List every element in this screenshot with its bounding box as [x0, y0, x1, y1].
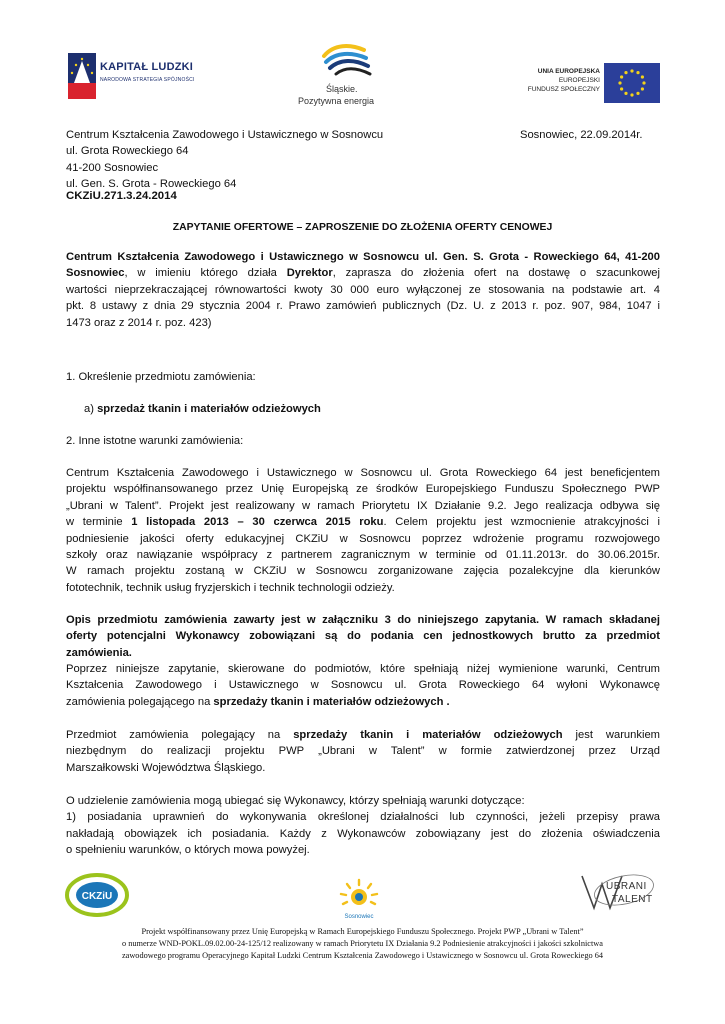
zapytanie-line-1: Poprzez niniejsze zapytanie, skierowane do podmiotów, które spełniają niżej wymienione warunki, Centrum — [66, 663, 660, 675]
sosnowiec-logo — [335, 878, 383, 922]
eu-flag-icon — [604, 63, 660, 103]
warunki-line-3: nakładają obowiązek ich posiadania. Każdy z Wykonawców zobowiązany jest do złożenia oświadczenia — [66, 827, 660, 840]
address-line-3: 41-200 Sosnowiec — [66, 161, 159, 174]
eu-line-1: UNIA EUROPEJSKA — [537, 68, 600, 75]
intro-bold-2: Sosnowiec — [66, 267, 125, 280]
kapital-ludzki-subtitle: NARODOWA STRATEGIA SPÓJNOŚCI — [100, 77, 195, 83]
project-line-3: „Ubrani w Talent”. Projekt jest realizowany w ramach Priorytetu IX Działanie 9.2. Jego realizacja odbywa się — [66, 499, 660, 512]
footer-line-2: o numerze WND-POKL.09.02.00-24-125/12 realizowany w ramach Priorytetu IX Działania 9.2 Podniesienie atrakcyjności i jakości szkolnictwa — [122, 938, 603, 948]
slaskie-logo — [298, 42, 388, 108]
opis-line-1: Opis przedmiotu zamówienia zawarty jest w załączniku 3 do niniejszego zapytania. W ramach składanej — [66, 614, 660, 626]
slaskie-name: Śląskie. — [326, 84, 358, 94]
address-line-2: ul. Grota Roweckiego 64 — [66, 145, 189, 158]
intro-line-4: pkt. 8 ustawy z dnia 29 stycznia 2004 r. Prawo zamówień publicznych (Dz. U. z 2013 r. poz. 907, 984, 1047 i — [66, 300, 660, 313]
section-2-title: 2. Inne istotne warunki zamówienia: — [66, 435, 244, 447]
intro-bold-1: Centrum Kształcenia Zawodowego i Ustawicznego w Sosnowcu ul. Gen. S. Grota - Roweckiego 64, 41-200 — [66, 251, 660, 263]
przedmiot-line-1 — [66, 727, 660, 743]
przedmiot-paragraph — [66, 727, 660, 776]
opis-line-2: oferty potencjalni Wykonawcy zobowiązani są do podania cen jednostkowych brutto za przedmiot — [66, 630, 660, 643]
kapital-ludzki-title: KAPITAŁ LUDZKI — [100, 61, 194, 73]
project-term-bold: 1 listopada 2013 – 30 czerwca 2015 roku — [131, 516, 384, 529]
przedmiot-line-2: niezbędnym do realizacji projektu PWP „Ubrani w Talent” w formie zatwierdzonej przez Urząd — [66, 745, 660, 758]
intro-line-5: 1473 oraz z 2014 r. poz. 423) — [66, 316, 212, 329]
project-line-5: podniesienie jakości oferty edukacyjnej CKZiU w Sosnowcu poprzez wdrożenie programu rozwojowego — [66, 532, 660, 545]
document-heading: ZAPYTANIE OFERTOWE – ZAPROSZENIE DO ZŁOŻENIA OFERTY CENOWEJ — [172, 222, 553, 233]
eu-logo-text — [520, 67, 600, 94]
intro-text-2: , zaprasza do złożenia ofert na dostawę o szacunkowej — [332, 267, 660, 280]
warunki-paragraph — [66, 793, 660, 859]
project-line-7: W ramach projektu zostaną w CKZiU w Sosnowcu zorganizowane zajęcia pozalekcyjne dla kierunków — [66, 565, 660, 578]
sosnowiec-sun-icon — [335, 878, 383, 922]
project-line-4 — [66, 514, 660, 530]
talent-line-1: UBRANI — [606, 881, 647, 892]
przedmiot-line-3: Marszałkowski Województwa Śląskiego. — [66, 761, 266, 774]
intro-text-1: , w imieniu którego działa — [124, 267, 287, 280]
intro-paragraph — [66, 249, 660, 331]
eu-line-3: FUNDUSZ SPOŁECZNY — [527, 86, 600, 93]
ckziu-logo — [64, 872, 130, 918]
ubrani-w-talent-logo — [580, 872, 660, 912]
slaskie-waves-icon — [320, 42, 372, 82]
intro-line-2 — [66, 265, 660, 281]
document-signature: CKZiU.271.3.24.2014 — [66, 190, 177, 202]
opis-line-3: zamówienia. — [66, 646, 132, 659]
project-paragraph — [66, 465, 660, 596]
warunki-line-4: o spełnieniu warunków, o których mowa powyżej. — [66, 844, 310, 857]
zapytanie-line-3 — [66, 694, 660, 710]
ckziu-logo-icon — [64, 872, 130, 918]
project-line-4-pre: w terminie — [66, 516, 132, 529]
ubrani-w-talent-icon — [580, 872, 660, 912]
warunki-line-2: 1) posiadania uprawnień do wykonywania określonej działalności lub czynności, jeżeli przepisy prawa — [66, 811, 660, 824]
project-line-2: projektu współfinansowanego przez Unię Europejską ze środków Europejskiego Funduszu Społecznego PWP — [66, 483, 660, 496]
section-1-item-prefix: a) — [84, 403, 98, 415]
zapytanie-line-3-bold: sprzedaży tkanin i materiałów odzieżowych . — [213, 695, 450, 708]
ckziu-logo-label: CKZiU — [81, 891, 113, 902]
section-1-item — [84, 401, 644, 417]
slaskie-claim: Pozytywna energia — [298, 96, 375, 106]
zapytanie-paragraph — [66, 661, 660, 710]
intro-line-3: wartości nieprzekraczającej równowartości kwoty 30 000 euro wyłączonej ze stosowania na podstawie art. 4 — [66, 283, 660, 296]
przedmiot-line-1-bold: sprzedaży tkanin i materiałów odzieżowych — [293, 729, 563, 741]
kapital-ludzki-flag-icon — [68, 53, 96, 99]
sender-address — [66, 127, 466, 193]
warunki-line-1: O udzielenie zamówienia mogą ubiegać się Wykonawcy, którzy spełniają warunki dotyczące: — [66, 795, 525, 807]
intro-bold-3: Dyrektor — [286, 267, 333, 280]
section-1-item-bold: sprzedaż tkanin i materiałów odzieżowych — [97, 403, 321, 415]
przedmiot-line-1-pre: Przedmiot zamówienia polegający na — [66, 729, 294, 741]
project-line-6: szkoły oraz nawiązanie współpracy z partnerem zagranicznym w terminie od 01.11.2013r. do 30.06.2015r. — [66, 549, 660, 562]
przedmiot-line-1-post: jest warunkiem — [562, 729, 660, 741]
footer-text — [60, 926, 665, 961]
opis-paragraph — [66, 612, 660, 661]
sosnowiec-label: Sosnowiec — [344, 914, 374, 920]
footer-line-3: zawodowego programu Operacyjnego Kapitał Ludzki Centrum Kształcenia Zawodowego i Ustawicznego w Sosnowcu ul. Grota Roweckiego 64 — [121, 950, 604, 960]
eu-line-2: EUROPEJSKI — [558, 77, 600, 84]
project-line-4-post: . Celem projektu jest wzmocnienie atrakcyjności i — [383, 516, 660, 529]
eu-logo — [520, 63, 660, 105]
address-line-4: ul. Gen. S. Grota - Roweckiego 64 — [66, 178, 237, 191]
zapytanie-line-3-pre: zamówienia polegającego na — [66, 695, 214, 708]
zapytanie-line-2: Kształcenia Zawodowego i Ustawicznego w Sosnowcu ul. Grota Roweckiego 64 wyłoni Wykonawcę — [66, 679, 660, 692]
address-line-1: Centrum Kształcenia Zawodowego i Ustawicznego w Sosnowcu — [66, 129, 384, 141]
talent-line-2: TALENT — [612, 894, 653, 905]
section-1-title: 1. Określenie przedmiotu zamówienia: — [66, 371, 256, 383]
document-date: Sosnowiec, 22.09.2014r. — [520, 129, 643, 141]
project-line-1: Centrum Kształcenia Zawodowego i Ustawicznego w Sosnowcu ul. Grota Roweckiego 64 jest beneficjentem — [66, 467, 660, 479]
footer-line-1: Projekt współfinansowany przez Unię Europejską w Ramach Europejskiego Funduszu Społecznego. Projekt PWP „Ubrani w Talent” — [141, 927, 584, 936]
kapital-ludzki-logo — [68, 53, 195, 99]
intro-line-1 — [66, 249, 660, 265]
project-line-8: fototechnik, technik usług fryzjerskich i technik technologii odzieży. — [66, 581, 395, 594]
